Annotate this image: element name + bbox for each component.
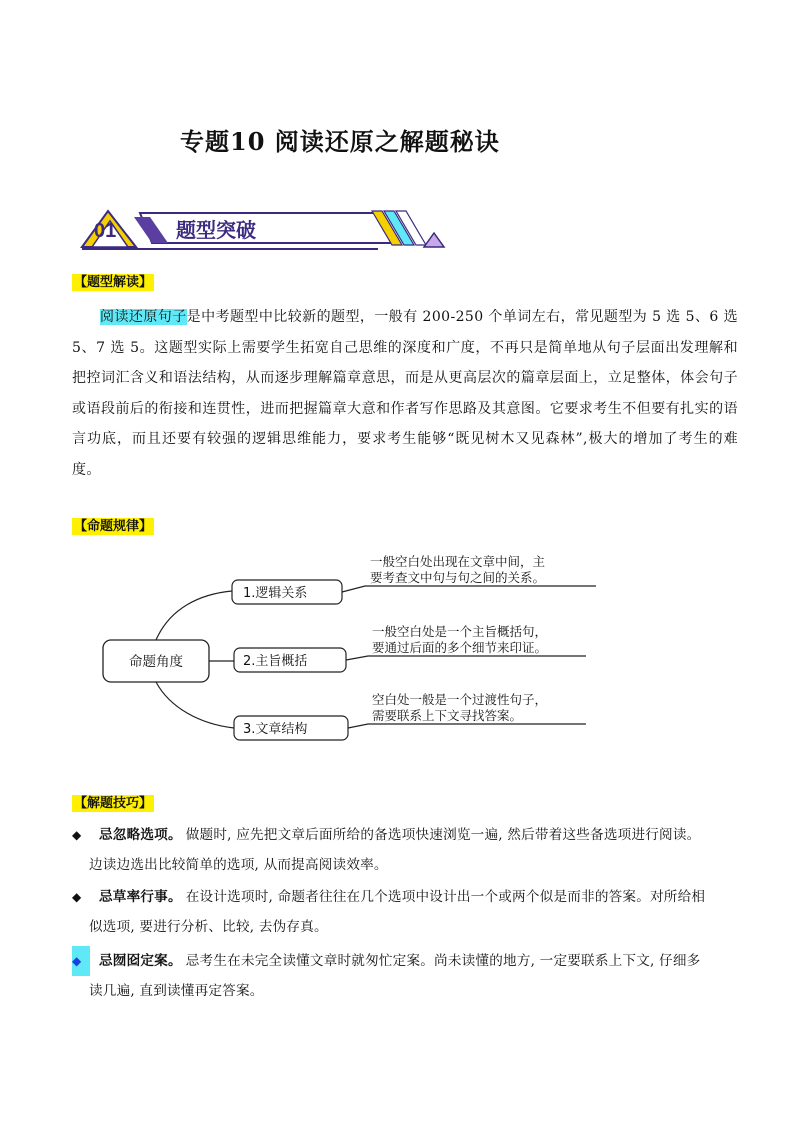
mindmap-root: 命题角度	[129, 654, 183, 670]
banner-right-triangle	[424, 233, 444, 247]
mindmap-branch-2: 2.主旨概括	[243, 654, 308, 669]
diamond-bullet-icon: ◆	[72, 946, 90, 976]
tip-item-3	[72, 946, 752, 1006]
mindmap	[100, 548, 600, 748]
banner-label: 题型突破	[176, 218, 256, 242]
intro-text: 是中考题型中比较新的题型，一般有 200-250 个单词左右，常见题型为 5 选 5、6 选 5、7 选 5。这题型实际上需要学生拓宽自己思维的深度和广度，不再只是简单地从句子层面出发理解和把控词汇含义和语法结构，从而逐步理解篇章意思，而是从更高层次的篇章层面上，立足整体，体会句子或语段前后的衔接和连贯性，进而把握篇章大意和作者写作思路及其意图。它要求考生不但要有扎实的语言功底，而且还要有较强的逻辑思维能力，要求考生能够“既见树木又见森林”,极大的增加了考生的难度。	[72, 309, 739, 478]
mindmap-note-3b: 需要联系上下文寻找答案。	[372, 708, 523, 723]
page-title: 专题10 阅读还原之解题秘诀	[180, 127, 500, 156]
tip-keyword-3: 忌囫囵定案。	[99, 953, 182, 969]
tip-line2-3: 读几遍, 直到读懂再定答案。	[89, 983, 264, 999]
section-label-tips: 【解题技巧】	[74, 796, 153, 811]
tip-keyword-1: 忌忽略选项。	[99, 827, 182, 843]
tip-line1-2: 在设计选项时, 命题者往往在几个选项中设计出一个或两个似是而非的答案。对所给相	[185, 889, 706, 905]
tip-keyword-2: 忌草率行事。	[99, 889, 182, 905]
mindmap-branch-3: 3.文章结构	[243, 722, 308, 737]
mindmap-note-2b: 要通过后面的多个细节来印证。	[372, 640, 548, 655]
tip-item-1	[72, 820, 752, 880]
section-label-reading: 【题型解读】	[74, 275, 153, 290]
diamond-bullet-icon: ◆	[72, 890, 82, 904]
tip-line1-1: 做题时, 应先把文章后面所给的备选项快速浏览一遍, 然后带着这些备选项进行阅读。	[185, 827, 701, 843]
mindmap-branch-1: 1.逻辑关系	[243, 586, 308, 601]
tip-line1-3: 忌考生在未完全读懂文章时就匆忙定案。尚未读懂的地方, 一定要联系上下文, 仔细多	[185, 953, 701, 969]
intro-paragraph	[72, 302, 738, 485]
tip-line2-1: 边读边选出比较简单的选项, 从而提高阅读效率。	[89, 857, 388, 873]
diamond-bullet-icon: ◆	[72, 828, 82, 842]
tip-item-2	[72, 882, 752, 942]
banner-number: 01	[94, 220, 117, 242]
section-banner	[78, 205, 450, 255]
mindmap-note-1b: 要考查文中句与句之间的关系。	[370, 570, 546, 585]
section-label-pattern: 【命题规律】	[74, 519, 153, 534]
tip-line2-2: 似选项, 要进行分析、比较, 去伪存真。	[89, 919, 328, 935]
mindmap-note-3a: 空白处一般是一个过渡性句子，	[372, 692, 548, 707]
mindmap-note-1a: 一般空白处出现在文章中间，主	[370, 554, 546, 569]
intro-highlight: 阅读还原句子	[100, 309, 187, 325]
mindmap-note-2a: 一般空白处是一个主旨概括句，	[372, 624, 548, 639]
